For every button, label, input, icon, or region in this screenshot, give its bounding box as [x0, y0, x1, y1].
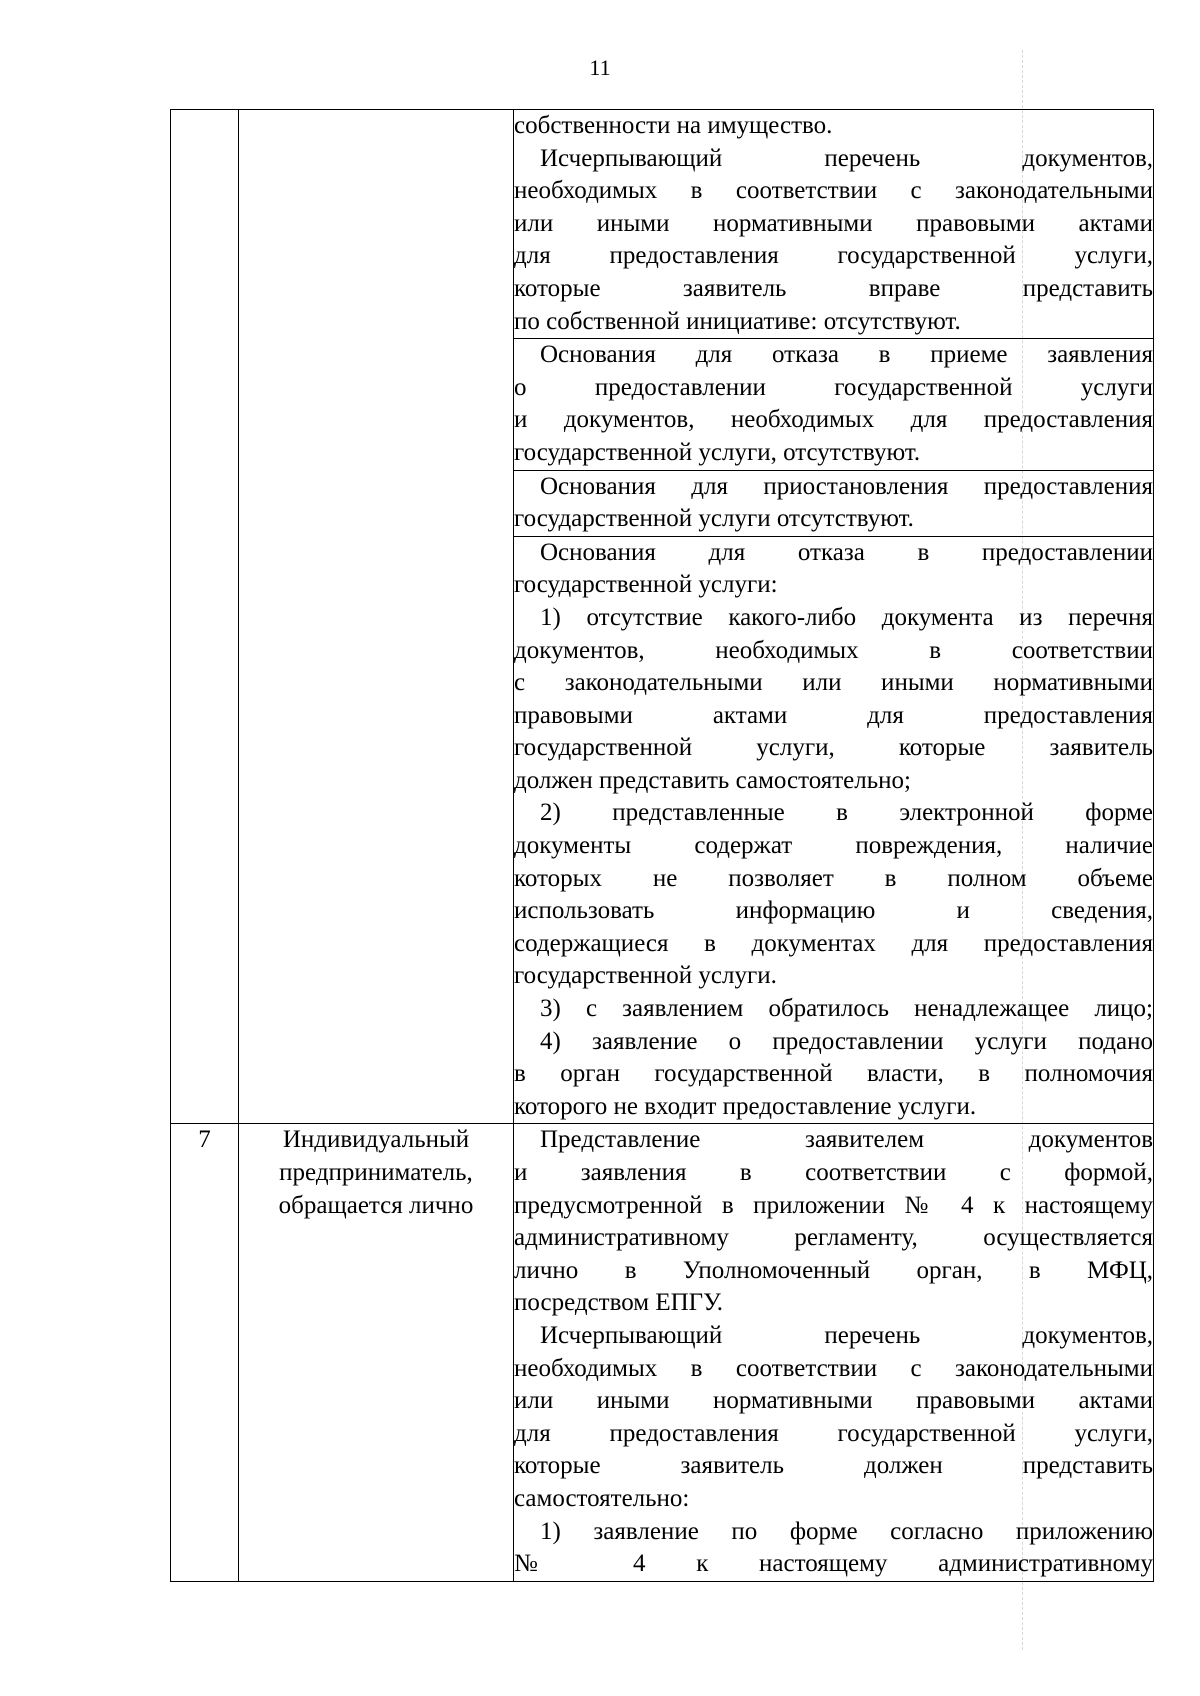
text-line: которых не позволяет в полном объеме	[514, 864, 1153, 892]
procedure-text-cell	[514, 470, 1154, 536]
text-line: административному регламенту, осуществляется	[514, 1224, 1153, 1252]
text-line: предусмотренной в приложении № 4 к настоящему	[514, 1191, 1153, 1219]
text-line: Основания для отказа в предоставлении	[540, 538, 1153, 566]
page-number: 11	[589, 55, 611, 80]
text-line: Основания для отказа в приеме заявления	[540, 341, 1153, 369]
text-line: и заявления в соответствии с формой,	[514, 1159, 1153, 1186]
text-line: собственности на имущество.	[514, 112, 833, 139]
text-line: содержащиеся в документах для предоставления	[514, 929, 1153, 957]
applicant-category-line: предприниматель,	[279, 1159, 473, 1186]
text-line: государственной услуги.	[514, 962, 777, 990]
text-line: использовать информацию и сведения,	[514, 897, 1153, 925]
text-line: должен представить самостоятельно;	[514, 766, 911, 794]
text-line: Основания для приостановления предоставления	[540, 472, 1153, 500]
text-line: необходимых в соответствии с законодательными	[514, 1354, 1153, 1382]
applicant-category-line: обращается лично	[278, 1191, 474, 1219]
text-line: и документов, необходимых для предоставления	[514, 406, 1153, 434]
text-line: о предоставлении государственной услуги	[514, 373, 1153, 401]
text-line: по собственной инициативе: отсутствуют.	[514, 307, 961, 335]
row-number-cell	[171, 110, 239, 1124]
row-number	[171, 110, 238, 143]
row-number: 7	[198, 1126, 211, 1154]
text-line: 1) отсутствие какого-либо документа из перечня	[540, 603, 1153, 631]
procedure-text-cell	[514, 110, 1154, 339]
text-line: Исчерпывающий перечень документов,	[540, 144, 1153, 172]
applicant-category-cell	[239, 110, 514, 1124]
text-line: 1) заявление по форме согласно приложению	[540, 1517, 1153, 1545]
text-line: документов, необходимых в соответствии	[514, 636, 1153, 664]
text-line: которые заявитель вправе представить	[514, 274, 1153, 302]
text-line: № 4 к настоящему административному	[514, 1550, 1153, 1578]
text-line: которые заявитель должен представить	[514, 1452, 1153, 1480]
text-line: или иными нормативными правовыми актами	[514, 209, 1153, 237]
text-line: или иными нормативными правовыми актами	[514, 1387, 1153, 1415]
text-line: государственной услуги:	[514, 571, 778, 599]
text-line: для предоставления государственной услуги,	[514, 242, 1153, 270]
text-line: с законодательными или иными нормативными	[514, 669, 1153, 697]
text-line: в орган государственной власти, в полномочия	[514, 1060, 1153, 1088]
table-row	[171, 1124, 1154, 1581]
text-line: документы содержат повреждения, наличие	[514, 832, 1153, 860]
text-line: посредством ЕПГУ.	[514, 1289, 723, 1317]
text-line: необходимых в соответствии с законодательными	[514, 177, 1153, 205]
procedure-text-cell	[514, 1124, 1154, 1581]
procedure-text-cell	[514, 339, 1154, 470]
table-row	[171, 110, 1154, 339]
text-line: государственной услуги отсутствуют.	[514, 505, 914, 533]
row-number-cell	[171, 1124, 239, 1581]
text-line: 4) заявление о предоставлении услуги подано	[540, 1027, 1153, 1055]
procedure-text-cell	[514, 536, 1154, 1124]
text-line: Исчерпывающий перечень документов,	[540, 1321, 1153, 1349]
text-line: для предоставления государственной услуги,	[514, 1419, 1153, 1447]
applicant-category-cell	[239, 1124, 514, 1581]
text-line: которого не входит предоставление услуги.	[514, 1092, 977, 1120]
text-line: самостоятельно:	[514, 1484, 690, 1512]
text-line: правовыми актами для предоставления	[514, 701, 1153, 729]
applicant-category-line: Индивидуальный	[282, 1126, 470, 1154]
text-line: 3) с заявлением обратилось ненадлежащее лицо;	[540, 995, 1153, 1023]
text-line: государственной услуги, отсутствуют.	[514, 438, 921, 466]
text-line: государственной услуги, которые заявитель	[514, 734, 1153, 762]
regulation-table	[170, 109, 1154, 1582]
text-line: 2) представленные в электронной форме	[540, 799, 1153, 827]
text-line: лично в Уполномоченный орган, в МФЦ,	[514, 1256, 1153, 1284]
table-body	[171, 110, 1154, 1582]
text-line: Представление заявителем документов	[540, 1126, 1153, 1154]
